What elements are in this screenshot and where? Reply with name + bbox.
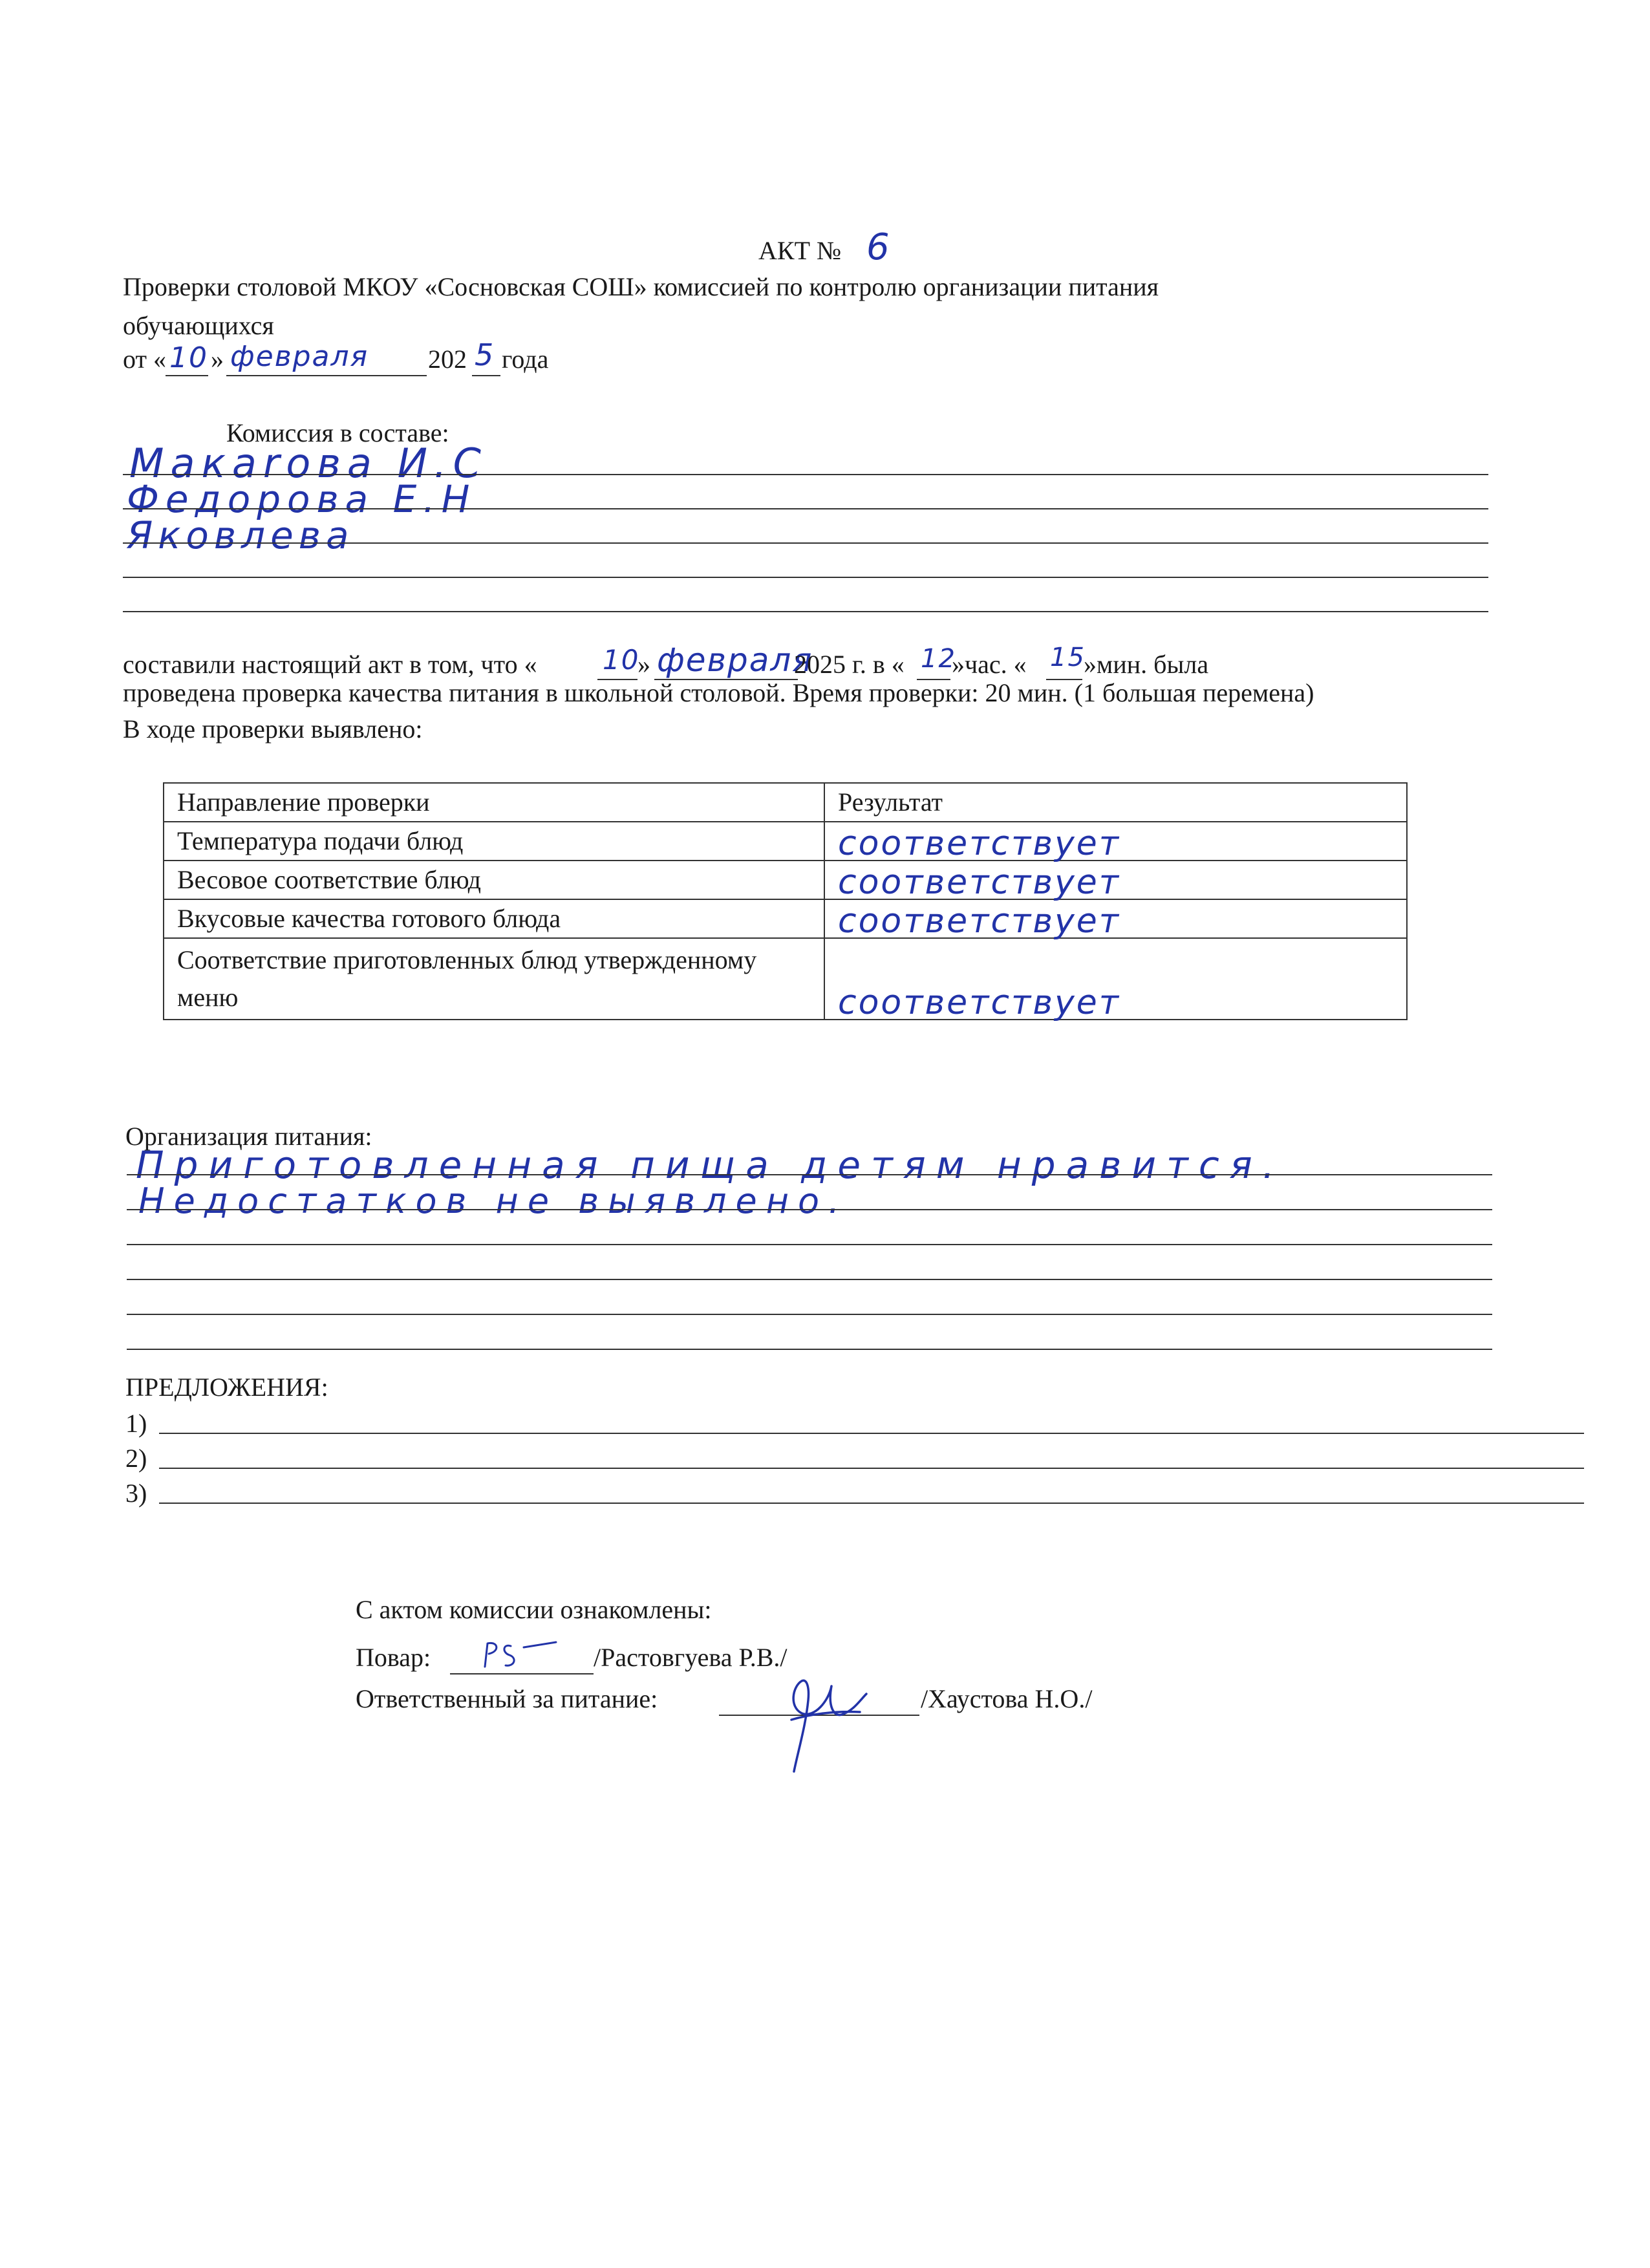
organization-line-4 — [127, 1279, 1492, 1280]
table-cell-direction: Температура подачи блюд — [164, 822, 824, 861]
organization-line-6 — [127, 1349, 1492, 1350]
act-text-part-4: »час. « — [952, 650, 1027, 679]
responsible-label: Ответственный за питание: — [356, 1684, 658, 1713]
commission-line-2 — [123, 508, 1488, 509]
date-year-underline — [472, 375, 500, 376]
table-header-direction: Направление проверки — [164, 783, 824, 822]
commission-label: Комиссия в составе: — [226, 418, 449, 447]
proposal-number-3: 3) — [125, 1479, 147, 1508]
date-month: февраля — [230, 340, 369, 373]
act-text-line-3: В ходе проверки выявлено: — [123, 714, 423, 744]
act-number: 6 — [866, 226, 891, 268]
act-text-hour: 12 — [921, 644, 956, 674]
table-cell-direction: Весовое соответствие блюд — [164, 861, 824, 899]
organization-note-2: Недостатков не выявлено. — [138, 1181, 849, 1221]
table-row — [164, 938, 1407, 1020]
date-day: 10 — [169, 341, 208, 374]
date-suffix: года — [502, 345, 549, 374]
date-day-underline — [166, 375, 208, 376]
organization-line-3 — [127, 1244, 1492, 1245]
proposal-number-1: 1) — [125, 1409, 147, 1438]
table-row — [164, 822, 1407, 861]
responsible-name: /Хаустова Н.О./ — [921, 1684, 1093, 1713]
proposals-label: ПРЕДЛОЖЕНИЯ: — [125, 1373, 328, 1402]
table-cell-direction: Вкусовые качества готового блюда — [164, 899, 824, 938]
organization-line-5 — [127, 1314, 1492, 1315]
responsible-signature — [769, 1655, 886, 1778]
commission-line-4 — [123, 577, 1488, 578]
commission-member-2: Федорова Е.Н — [127, 477, 477, 521]
act-title — [758, 235, 841, 266]
acknowledged-label: С актом комиссии ознакомлены: — [356, 1595, 712, 1624]
organization-line-2 — [127, 1209, 1492, 1210]
date-month-underline — [226, 375, 427, 376]
heading-line-1: Проверки столовой МКОУ «Сосновская СОШ» комиссией по контролю организации питания — [123, 272, 1159, 301]
proposal-line-2 — [159, 1468, 1584, 1469]
table-header-result: Результат — [824, 783, 1407, 822]
commission-line-3 — [123, 542, 1488, 544]
cook-signature — [478, 1634, 575, 1673]
commission-member-1: Макаrова И.С — [129, 440, 488, 487]
table-cell-result: соответствует — [824, 861, 1407, 899]
table-row — [164, 861, 1407, 899]
cook-label: Повар: — [356, 1643, 431, 1672]
act-text-line-2: проведена проверка качества питания в школьной столовой. Время проверки: 20 мин. (1 большая перемена) — [123, 678, 1314, 707]
table-cell-result: соответствует — [824, 822, 1407, 861]
heading-line-2: обучающихся — [123, 311, 274, 340]
act-text-day: 10 — [603, 644, 640, 676]
proposal-line-1 — [159, 1433, 1584, 1434]
table-cell-direction: Соответствие приготовленных блюд утвержденному меню — [164, 938, 824, 1020]
commission-line-1 — [123, 474, 1488, 475]
date-year-digit: 5 — [475, 337, 495, 372]
date-prefix: от « — [123, 345, 166, 374]
act-text-minute: 15 — [1050, 643, 1086, 672]
inspection-table — [163, 782, 1408, 1020]
table-row — [164, 899, 1407, 938]
act-text-month: февраля — [657, 641, 813, 679]
organization-note-1: Приготовленная пища детям нравится. — [136, 1143, 1285, 1187]
commission-line-5 — [123, 611, 1488, 612]
act-text-part-3: 2025 г. в « — [794, 650, 905, 679]
act-text-part-5: »мин. была — [1084, 650, 1209, 679]
proposal-number-2: 2) — [125, 1444, 147, 1473]
proposal-line-3 — [159, 1503, 1584, 1504]
act-text-part-1: составили настоящий акт в том, что « — [123, 650, 537, 679]
date-year-prefix: 202 — [428, 345, 467, 374]
commission-member-3: Яковлева — [127, 513, 354, 557]
date-mid: » — [211, 345, 224, 374]
act-title-prefix: АКТ № — [758, 236, 842, 265]
organization-label: Организация питания: — [125, 1122, 372, 1151]
table-cell-result: соответствует — [824, 899, 1407, 938]
cook-name: /Растовгуева Р.В./ — [594, 1643, 788, 1672]
act-text-part-2: » — [638, 650, 650, 679]
table-header-row — [164, 783, 1407, 822]
cook-signature-line — [450, 1673, 594, 1674]
table-cell-result: соответствует — [824, 938, 1407, 1020]
organization-line-1 — [127, 1174, 1492, 1175]
